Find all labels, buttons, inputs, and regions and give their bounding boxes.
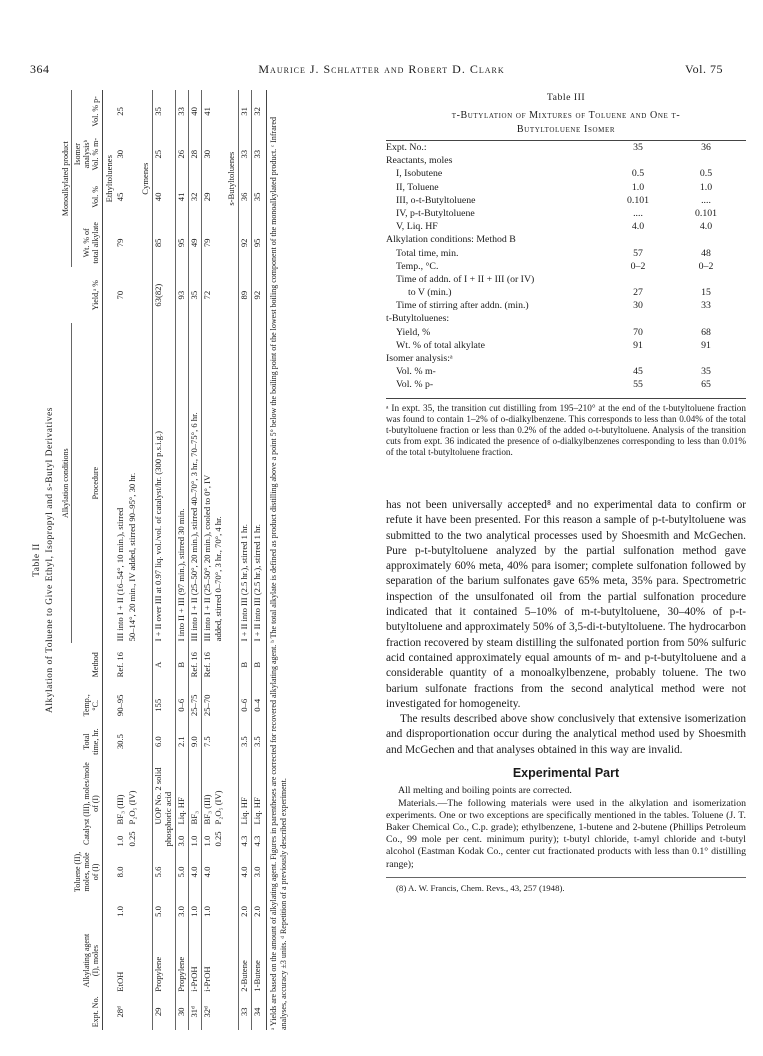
table-cell-blank xyxy=(139,725,152,759)
table-cell-temp xyxy=(213,686,225,724)
row-label: V, Liq. HF xyxy=(396,221,438,233)
expt-36-value: 33 xyxy=(701,300,711,312)
row-label: Total time, min. xyxy=(396,247,459,259)
table-cell-no: 28ᵈ xyxy=(115,1006,126,1018)
table-cell-m xyxy=(213,133,225,176)
table-cell-blank xyxy=(102,267,115,323)
table-cell-wt: 95 xyxy=(252,218,264,267)
table-cell-p: 25 xyxy=(115,107,126,116)
table-cell-method: Ref. 16 xyxy=(201,643,213,686)
table-3-row xyxy=(386,181,746,194)
table-cell-wt: 95 xyxy=(175,218,188,267)
table-cell-m: 28 xyxy=(188,133,201,176)
table-cell-wt: 49 xyxy=(188,218,201,267)
table-cell-o: 35 xyxy=(252,176,264,219)
subhead-ethyltoluenes xyxy=(102,90,115,1030)
table-cell-o xyxy=(213,176,225,219)
table-cell-blank xyxy=(225,643,238,686)
table-row xyxy=(188,90,201,1030)
table-2 xyxy=(30,90,368,1030)
table-3-row xyxy=(386,312,746,325)
column-header-blank xyxy=(72,895,103,927)
table-cell-wt: 79 xyxy=(115,238,126,248)
table-row xyxy=(239,90,252,1030)
catalyst-name: Liq. HF xyxy=(252,797,263,825)
table-cell-p: 41 xyxy=(201,90,213,133)
table-cell-no xyxy=(213,994,225,1030)
table-cell-time: 3.5 xyxy=(239,725,252,759)
table-cell-temp: 90–95 xyxy=(115,694,126,717)
table-cell-agent-mol: 1.0 xyxy=(115,906,126,917)
table-3-row xyxy=(386,154,746,167)
column-header: Isomer analysisᵇ Vol. % m- xyxy=(72,133,103,176)
table-cell-tol: 5.6 xyxy=(153,848,176,895)
column-header: Alkylating agent (I), moles xyxy=(72,927,103,993)
column-header: Toluene (II), moles, mole of (I) xyxy=(72,848,103,895)
table-cell-agent: i-PrOH xyxy=(201,927,213,993)
volume-number: Vol. 75 xyxy=(685,62,723,76)
table-cell-agent: i-PrOH xyxy=(188,927,201,993)
table-3 xyxy=(386,92,746,459)
expt-35-value: .... xyxy=(633,207,643,219)
product-subhead: Cymenes xyxy=(140,162,151,195)
catalyst-mol: 4.3 xyxy=(239,835,250,847)
table-cell-wt xyxy=(127,218,139,267)
table-cell-p: 31 xyxy=(239,90,252,133)
column-header: Yield,ᵃ % xyxy=(72,267,103,323)
column-header: Expt. No. xyxy=(72,994,103,1030)
table-cell-o: 40 xyxy=(153,176,176,219)
row-label: t-Butyltoluenes: xyxy=(386,313,450,325)
table-cell-cat xyxy=(201,759,213,849)
table-2-frame xyxy=(30,90,368,1030)
table-cell-cat xyxy=(175,759,188,849)
table-cell-blank xyxy=(139,267,152,323)
table-3-row xyxy=(386,220,746,233)
table-cell-blank xyxy=(102,323,115,643)
paragraph-1: has not been universally accepted⁸ and no experimental data to confirm or refute it have been presented. For this reason a sample of p-t-butyltoluene was submitted to the two analytical processes used by Shoesmith and McGechen. Pure p-t-butyltoluene analyzed by the partial sulfonation method gave approximately 60% meta, 40% para isomer; complete sulfonation followed by separation of the barium sulfonates gave 65% meta, 35% para. Spectrometric inspection of the unsulfonated oil from the partial sulfonation procedure indicated that it contained 5–10% of m-t-butyltoluene, 30–40% of p-t-butyltoluene and approximately 50% of 3,5-di-t-butyltoluene. The hydrocarbon fraction recovered by steam distilling the sulfonated portion from 50% sulfuric acid contained approximately equal amounts of m- and p-t-butyltoluene and a considerable quantity of a monoalkylbenzene, probably toluene. The two barium sulfonate fractions from the second analytical method were not investigated for homogeneity. xyxy=(386,499,746,710)
table-cell-blank xyxy=(225,686,238,724)
subhead-cymenes xyxy=(139,90,152,1030)
expt-36-value: .... xyxy=(701,194,711,206)
table-cell-blank xyxy=(225,994,238,1030)
table-cell-yield: 92 xyxy=(252,267,264,323)
table-cell-time xyxy=(213,725,225,759)
table-row xyxy=(213,90,225,1030)
table-cell-agent xyxy=(127,927,139,993)
table-cell-time: 9.0 xyxy=(188,725,201,759)
catalyst-mol: 1.0 xyxy=(115,835,126,847)
table-cell-proc: III into I + II (25–50°, 20 min.), stirred 40–70°, 3 hr., 70–75°, 6 hr. xyxy=(188,323,201,643)
catalyst-name: BF₃ (III) xyxy=(115,794,126,825)
table-cell-o: 45 xyxy=(115,192,126,202)
expt-36-value: 15 xyxy=(701,287,711,299)
catalyst-name: P₂O₅ (IV) xyxy=(213,790,224,825)
table-cell-o: 41 xyxy=(175,176,188,219)
expt-35-value: 4.0 xyxy=(631,221,645,233)
table-cell-cat xyxy=(252,759,264,849)
table-cell-yield: 63(82) xyxy=(153,267,176,323)
row-label: to V (min.) xyxy=(408,287,452,299)
table-cell-yield xyxy=(127,267,139,323)
table-cell-wt xyxy=(213,218,225,267)
row-label: Expt. No.: xyxy=(386,142,427,153)
table-cell-cat xyxy=(127,759,139,849)
expt-35-value: 0.5 xyxy=(631,168,645,180)
table-cell-blank xyxy=(139,927,152,993)
table-3-footnote: ᵃ In expt. 35, the transition cut distilling from 195–210° at the end of the t-butyltoluene fraction was found to contain 1–2% of o-dialkylbenzene. This corresponds to less than 0.04% of the total t-butyltoluene fraction or less than 0.2% of the added o-t-butyltoluene. Analysis of the transition cuts from expt. 36 indicated the presence of o-dialkylbenzenes corresponding to less than 0.01% of the total t-butyltoluene fraction. xyxy=(386,398,746,459)
table-3-label: Table III xyxy=(546,92,586,103)
expt-36-value: 0.101 xyxy=(694,207,718,219)
table-cell-no: 32ᵈ xyxy=(201,994,213,1030)
table-cell-temp: 0–6 xyxy=(175,686,188,724)
table-cell-blank xyxy=(102,686,115,724)
experimental-text xyxy=(386,785,746,870)
table-cell-method: A xyxy=(153,643,176,686)
table-cell-m: 33 xyxy=(252,133,264,176)
catalyst-mol: 4.3 xyxy=(252,835,263,847)
expt-35-value: 55 xyxy=(633,379,643,391)
table-cell-p: 40 xyxy=(188,90,201,133)
table-cell-yield: 93 xyxy=(175,267,188,323)
expt-36-value: 0.5 xyxy=(699,168,713,180)
expt-36-value: 35 xyxy=(701,366,711,378)
table-cell-cat xyxy=(213,759,225,849)
catalyst-name: P₂O₅ (IV) xyxy=(127,790,138,825)
table-3-row xyxy=(386,378,746,391)
table-cell-temp: 25–70 xyxy=(201,686,213,724)
table-cell-time: 3.5 xyxy=(252,725,264,759)
table-row xyxy=(127,90,139,1030)
table-cell-p: 35 xyxy=(153,90,176,133)
table-cell-agent: EtOH xyxy=(115,971,126,992)
table-cell-blank xyxy=(139,686,152,724)
table-3-row xyxy=(386,141,746,154)
table-cell-blank xyxy=(225,267,238,323)
table-cell-tol: 3.0 xyxy=(252,848,264,895)
table-cell-proc: III into I + II (25–50°, 20 min.), cooled to 0°, IV xyxy=(201,323,213,643)
table-row xyxy=(201,90,213,1030)
table-cell-method xyxy=(127,643,139,686)
catalyst-mol: 1.0 xyxy=(201,835,212,847)
table-cell-temp: 0–6 xyxy=(239,686,252,724)
catalyst-name: Liq. HF xyxy=(175,797,186,825)
table-cell-agent: 1-Butene xyxy=(252,927,264,993)
subhead-butyltoluenes xyxy=(225,90,238,1030)
table-row xyxy=(115,90,127,1030)
expt-36-value: 91 xyxy=(701,339,711,351)
table-3-row xyxy=(386,286,746,299)
table-3-row xyxy=(386,352,746,365)
table-cell-blank xyxy=(225,323,238,643)
expt-35-value: 45 xyxy=(633,366,643,378)
table-3-row xyxy=(386,365,746,378)
row-label: Vol. % m- xyxy=(396,366,436,378)
table-cell-wt: 85 xyxy=(153,218,176,267)
table-3-row xyxy=(386,260,746,273)
table-cell-m: 26 xyxy=(175,133,188,176)
table-cell-yield: 35 xyxy=(188,267,201,323)
table-cell-o: 32 xyxy=(188,176,201,219)
expt-36-value: 1.0 xyxy=(699,181,713,193)
table-cell-no xyxy=(127,994,139,1030)
row-label: Wt. % of total alkylate xyxy=(396,339,485,351)
table-3-row xyxy=(386,299,746,312)
table-cell-blank xyxy=(225,759,238,849)
table-cell-blank xyxy=(102,848,115,895)
expt-35-value: 1.0 xyxy=(631,181,645,193)
column-header: Vol. % xyxy=(72,176,103,219)
table-cell-p xyxy=(213,90,225,133)
product-subhead: s-Butyltoluenes xyxy=(226,151,237,206)
table-3-row xyxy=(386,339,746,352)
table-3-caption-line-2: Butyltoluene Isomer xyxy=(516,123,616,135)
table-cell-blank xyxy=(139,994,152,1030)
table-cell-temp: 155 xyxy=(153,686,176,724)
table-cell-agent-mol: 2.0 xyxy=(239,895,252,927)
table-row xyxy=(252,90,264,1030)
table-cell-time: 6.0 xyxy=(153,725,176,759)
catalyst-name: BF₃ (III) xyxy=(201,794,212,825)
table-cell-method xyxy=(213,643,225,686)
expt-36-value: 36 xyxy=(701,142,711,153)
table-cell-o: 36 xyxy=(239,176,252,219)
group-header-conditions: Alkylation conditions xyxy=(60,323,72,643)
catalyst-name: UOP No. 2 solid phosphoric acid xyxy=(153,767,173,847)
table-cell-agent-mol: 2.0 xyxy=(252,895,264,927)
table-cell-tol: 4.0 xyxy=(239,848,252,895)
running-title: Maurice J. Schlatter and Robert D. Clark xyxy=(258,62,505,76)
table-cell-o: 29 xyxy=(201,176,213,219)
table-3-row xyxy=(386,247,746,260)
table-cell-temp xyxy=(127,686,139,724)
page-footnote: (8) A. W. Francis, Chem. Revs., 43, 257 (1948). xyxy=(386,877,746,896)
table-3-row xyxy=(386,326,746,339)
column-header: Vol. % p- xyxy=(72,90,103,133)
table-row xyxy=(153,90,176,1030)
table-cell-blank xyxy=(102,895,115,927)
table-cell-proc: I + II into III (2.5 hr.), stirred 1 hr. xyxy=(252,323,264,643)
table-cell-agent-mol: 5.0 xyxy=(153,895,176,927)
table-cell-agent: Propylene xyxy=(153,927,176,993)
table-cell-tol: 4.0 xyxy=(188,848,201,895)
row-label: Vol. % p- xyxy=(396,379,434,391)
table-cell-proc: 50–14°, 20 min., IV added, stirred 90–95°, 30 hr. xyxy=(127,472,138,642)
table-cell-cat xyxy=(188,759,201,849)
table-3-rows xyxy=(386,141,746,392)
table-3-caption-line-1: t-Butylation of Mixtures of Toluene and One t- xyxy=(451,110,681,121)
table-3-row xyxy=(386,233,746,246)
table-3-caption xyxy=(386,109,746,136)
experimental-paragraph-1: All melting and boiling points are corrected. xyxy=(398,785,572,797)
table-cell-m: 30 xyxy=(115,149,126,159)
table-cell-agent-mol: 1.0 xyxy=(188,895,201,927)
table-cell-blank xyxy=(139,323,152,643)
table-cell-yield: 70 xyxy=(115,290,126,300)
table-cell-tol xyxy=(127,848,139,895)
table-cell-proc: added, stirred 0–70°, 3 hr., 70°, 4 hr. xyxy=(213,516,224,642)
product-subhead: Ethyltoluenes xyxy=(103,155,114,203)
table-cell-agent: Propylene xyxy=(175,927,188,993)
table-cell-wt: 79 xyxy=(201,218,213,267)
table-cell-yield xyxy=(213,267,225,323)
row-label: Alkylation conditions: Method B xyxy=(386,234,516,246)
column-header: Total time, hr. xyxy=(72,725,103,759)
table-cell-tol: 8.0 xyxy=(115,866,126,878)
row-label: III, o-t-Butyltoluene xyxy=(396,194,476,206)
table-cell-agent: 2-Butene xyxy=(239,927,252,993)
catalyst-mol: 1.0 xyxy=(188,835,199,847)
table-cell-agent-mol xyxy=(213,895,225,927)
table-3-row xyxy=(386,207,746,220)
expt-35-value: 27 xyxy=(633,287,643,299)
expt-35-value: 35 xyxy=(633,142,643,153)
table-cell-method: B xyxy=(175,643,188,686)
table-cell-agent-mol: 3.0 xyxy=(175,895,188,927)
table-cell-yield: 72 xyxy=(201,267,213,323)
column-header: Method xyxy=(72,643,103,686)
catalyst-name: BF₃ xyxy=(188,810,199,825)
table-cell-blank xyxy=(102,927,115,993)
paragraph-2: The results described above show conclusively that extensive isomerization and disproportionation occur during the analytical method used by Shoesmith and McGechen and that analyses obtained in this way are invalid. xyxy=(386,713,746,756)
row-label: Isomer analysis:ᵃ xyxy=(386,353,453,364)
column-header: Wt. % of total alkylate xyxy=(72,218,103,267)
row-label: Temp., °C. xyxy=(396,260,439,272)
table-cell-p: 32 xyxy=(252,90,264,133)
table-cell-cat xyxy=(239,759,252,849)
table-cell-blank xyxy=(102,759,115,849)
table-2-caption: Alkylation of Toluene to Give Ethyl, Isopropyl and s-Butyl Derivatives xyxy=(44,407,55,713)
table-cell-cat xyxy=(115,759,127,849)
table-cell-proc: I + II over III at 0.97 liq. vol./vol. of catalyst/hr. (300 p.s.i.g.) xyxy=(153,323,176,643)
table-cell-no: 31ᵈ xyxy=(188,994,201,1030)
catalyst-mol: 0.25 xyxy=(213,831,224,847)
catalyst-mol: 3.0 xyxy=(175,835,186,847)
table-cell-m: 25 xyxy=(153,133,176,176)
table-cell-wt: 92 xyxy=(239,218,252,267)
table-cell-no: 34 xyxy=(252,994,264,1030)
table-cell-blank xyxy=(139,759,152,849)
table-cell-no: 30 xyxy=(175,994,188,1030)
table-3-row xyxy=(386,194,746,207)
group-header-product: Monoalkylated product xyxy=(60,90,72,267)
page-number: 364 xyxy=(30,62,50,76)
column-header: Catalyst (III), moles/mole of (I) xyxy=(72,759,103,849)
table-cell-no: 29 xyxy=(153,994,176,1030)
table-cell-o xyxy=(127,176,139,219)
table-cell-p: 33 xyxy=(175,90,188,133)
table-cell-temp: 0–4 xyxy=(252,686,264,724)
table-cell-m: 30 xyxy=(201,133,213,176)
catalyst-mol: 0.25 xyxy=(127,831,138,847)
column-header: Procedure xyxy=(72,323,103,643)
table-cell-method: Ref. 16 xyxy=(188,643,201,686)
table-cell-blank xyxy=(139,895,152,927)
expt-35-value: 91 xyxy=(633,339,643,351)
expt-36-value: 0–2 xyxy=(698,260,714,272)
table-row xyxy=(175,90,188,1030)
table-cell-blank xyxy=(225,725,238,759)
row-label: IV, p-t-Butyltoluene xyxy=(396,207,475,219)
table-3-row xyxy=(386,273,746,286)
expt-35-value: 70 xyxy=(633,326,643,338)
running-head xyxy=(0,62,763,80)
table-cell-m xyxy=(127,133,139,176)
catalyst-name: Liq. HF xyxy=(239,797,250,825)
table-cell-blank xyxy=(225,927,238,993)
row-label: Reactants, moles xyxy=(386,155,453,167)
table-cell-no: 33 xyxy=(239,994,252,1030)
expt-35-value: 0.101 xyxy=(626,194,650,206)
body-text xyxy=(386,498,746,896)
table-cell-blank xyxy=(225,848,238,895)
expt-36-value: 65 xyxy=(701,379,711,391)
table-cell-m: 33 xyxy=(239,133,252,176)
table-cell-blank xyxy=(139,848,152,895)
section-title: Experimental Part xyxy=(512,766,620,781)
expt-35-value: 57 xyxy=(633,247,643,259)
expt-36-value: 48 xyxy=(701,247,711,259)
row-label: Time of addn. of I + II + III (or IV) xyxy=(396,273,535,285)
expt-36-value: 68 xyxy=(701,326,711,338)
table-cell-time xyxy=(127,725,139,759)
expt-35-value: 30 xyxy=(633,300,643,312)
row-label: Yield, % xyxy=(396,326,431,338)
table-cell-blank xyxy=(102,725,115,759)
table-cell-cat xyxy=(153,759,176,849)
table-cell-yield: 89 xyxy=(239,267,252,323)
table-cell-temp: 25–75 xyxy=(188,686,201,724)
table-cell-tol: 5.0 xyxy=(175,848,188,895)
table-3-row xyxy=(386,167,746,180)
table-cell-proc: III into I + II (16–54°, 10 min.), stirred xyxy=(115,507,126,642)
table-cell-tol xyxy=(213,848,225,895)
column-header: Temp., °C. xyxy=(72,686,103,724)
table-2-footnote: ᵃ Yields are based on the amount of alkylating agent. Figures in parentheses are corrected for recovered alkylating agent. ᵇ The total alkylate is defined as product distilling above a point 5° below the boiling point of the lowest boiling component of the monoalkylated product. ᶜ Infrared analyses, accuracy ±3 units. ᵈ Repetition of a previously described experiment. xyxy=(266,90,288,1030)
experimental-paragraph-2: Materials.—The following materials were used in the alkylation and isomerization experiments. One or two exceptions are specifically mentioned in the tables. Toluene (J. T. Baker Chemical Co., C.p. grade); ethylbenzene, 1-butene and 2-butene (Phillips Petroleum Co., 99 mole per cent. minimum purity); t-butyl chloride, t-amyl chloride and t-butyl alcohol (Eastman Kodak Co., center cut fractionated products with less than 0.1° distilling range); xyxy=(386,797,746,870)
table-cell-blank xyxy=(102,994,115,1030)
table-cell-time: 2.1 xyxy=(175,725,188,759)
table-cell-method: B xyxy=(252,643,264,686)
expt-36-value: 4.0 xyxy=(699,221,713,233)
table-cell-method: Ref. 16 xyxy=(115,652,126,678)
table-cell-tol: 4.0 xyxy=(201,848,213,895)
table-cell-blank xyxy=(102,643,115,686)
table-cell-proc: I into II + III (97 min.), stirred 30 min. xyxy=(175,323,188,643)
row-label: II, Toluene xyxy=(396,181,439,193)
table-cell-agent-mol: 1.0 xyxy=(201,895,213,927)
table-cell-p xyxy=(127,90,139,133)
row-label: Time of stirring after addn. (min.) xyxy=(396,300,529,312)
table-cell-agent-mol xyxy=(127,895,139,927)
row-label: I, Isobutene xyxy=(396,168,443,180)
table-cell-blank xyxy=(225,895,238,927)
expt-35-value: 0–2 xyxy=(630,260,646,272)
table-cell-time: 30.5 xyxy=(115,734,126,750)
table-cell-agent xyxy=(213,927,225,993)
table-cell-proc: I + II into III (2.5 hr.), stirred 1 hr. xyxy=(239,323,252,643)
table-cell-blank xyxy=(139,643,152,686)
table-cell-time: 7.5 xyxy=(201,725,213,759)
table-cell-method: B xyxy=(239,643,252,686)
table-2-label: Table II xyxy=(32,543,42,577)
table-2-grid xyxy=(60,90,264,1030)
